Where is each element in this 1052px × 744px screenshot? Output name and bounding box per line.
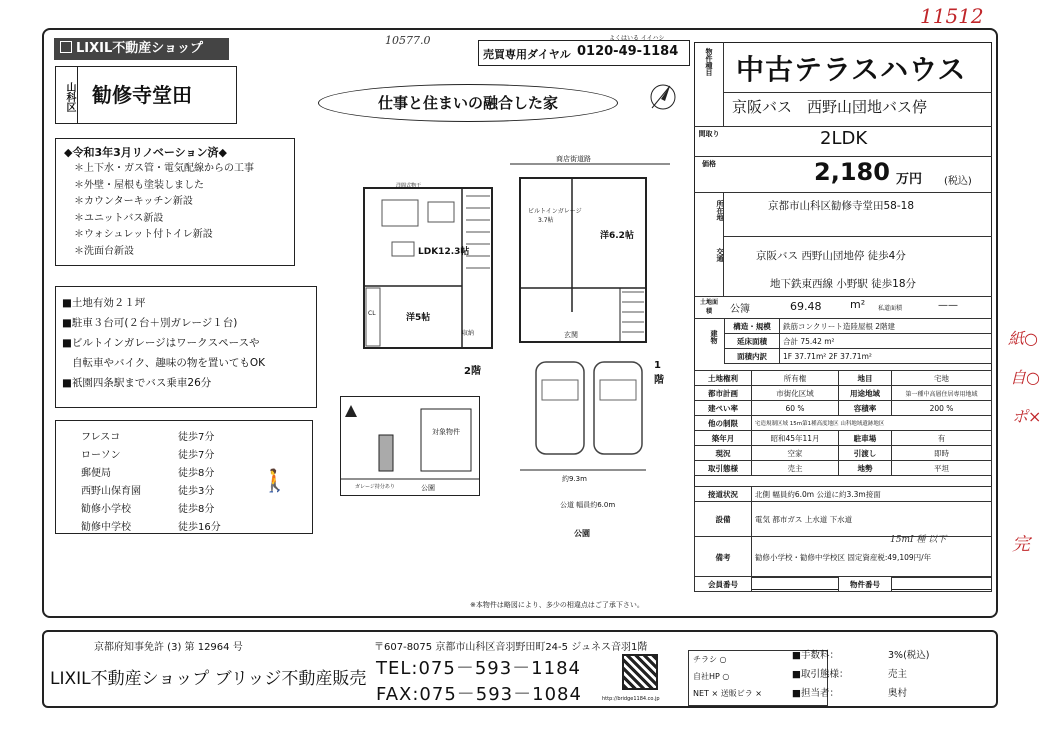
facility-name: 西野山保育園 — [81, 486, 141, 497]
list-item — [80, 501, 222, 519]
area-name: 勧修寺堂田 — [92, 83, 192, 107]
company-tel: TEL:075－593－1184 — [376, 658, 581, 679]
type-label: 物件種目 — [705, 48, 713, 76]
cell: 北側 幅員約6.0m 公道に約3.3m接面 — [752, 487, 992, 502]
company-name: LIXIL不動産ショップ ブリッジ不動産販売 — [50, 669, 367, 689]
feature-item: ■駐車３台可(２台＋別ガレージ１台) — [62, 317, 238, 329]
cell: 引渡し — [839, 446, 892, 461]
garage-size: 3.7帖 — [538, 217, 554, 224]
area-label: 山科区 — [56, 67, 78, 123]
dial-kana: よくはいる イイハシ — [609, 35, 665, 42]
cell: 昭和45年11月 — [752, 431, 839, 446]
spec-bottom — [694, 486, 992, 578]
nearby-table — [80, 429, 222, 537]
cell: 面積内訳 — [725, 349, 780, 364]
renovation-item: ＊ユニットバス新設 — [74, 212, 164, 224]
land-type: 公簿 — [730, 304, 750, 315]
disclaimer: ※本物件は略図により、多少の相違点はご了承下さい。 — [470, 601, 644, 609]
list-item — [80, 429, 222, 447]
divider — [694, 296, 992, 297]
table-row — [695, 537, 992, 578]
facility-distance: 徒歩8分 — [178, 504, 215, 515]
table-row — [695, 577, 992, 592]
note-paper: 紙○ — [1008, 329, 1038, 348]
divider — [724, 92, 992, 93]
divider — [694, 192, 992, 193]
compass-icon — [648, 82, 678, 112]
fee-label: ■取引態様： — [792, 669, 849, 680]
price-label: 価格 — [702, 160, 716, 168]
area-box — [55, 66, 237, 124]
park-label: 公園 — [574, 529, 590, 538]
divider — [694, 156, 992, 157]
dial-box — [478, 35, 690, 66]
cell: 延床面積 — [725, 334, 780, 349]
cell: 空家 — [752, 446, 839, 461]
price-value: 2,180 — [814, 158, 890, 186]
cell: 備考 — [695, 537, 752, 578]
feature-item: ■ビルトインガレージはワークスペースや — [62, 337, 260, 349]
cell: 鉄筋コンクリート造陸屋根 2階建 — [780, 319, 992, 334]
price-unit: 万円 — [896, 172, 923, 187]
fee-row — [792, 665, 992, 684]
list-item — [80, 483, 222, 501]
site-map — [340, 396, 480, 496]
flyer-line: NET × 送販ビラ × — [693, 689, 762, 698]
cell: 構造・規模 — [725, 319, 780, 334]
address-value: 京都市山科区勧修寺堂田58-18 — [768, 200, 915, 212]
fee-value: 売主 — [888, 669, 908, 680]
cell: 地勢 — [839, 461, 892, 476]
table-row — [725, 319, 992, 334]
cell: 築年月 — [695, 431, 752, 446]
facility-name: ローソン — [81, 450, 121, 461]
flyer-line: チラシ ○ — [693, 655, 727, 664]
type-label-col — [694, 42, 724, 126]
table-row — [695, 461, 992, 476]
cell: 設備 — [695, 502, 752, 537]
room-western-1f: 洋6.2帖 — [600, 231, 634, 241]
cell: 会員番号 — [695, 577, 752, 592]
fee-label: ■手数料： — [792, 650, 839, 661]
cell: 所有権 — [752, 371, 839, 386]
table-row — [695, 386, 992, 401]
closet-label: CL — [368, 310, 376, 317]
brand-logo-text: LIXIL不動産ショップ — [76, 41, 204, 56]
handwritten-number: 11512 — [920, 4, 984, 28]
cell: 取引態様 — [695, 461, 752, 476]
floor-1-label: 1階 — [654, 360, 664, 386]
facility-name: 勧修中学校 — [81, 522, 131, 533]
facility-distance: 徒歩3分 — [178, 486, 215, 497]
cell: 地目 — [839, 371, 892, 386]
fee-label: ■担当者： — [792, 688, 839, 699]
private-road-value: —— — [938, 300, 958, 311]
feature-item: 自転車やバイク、趣味の物を置いてもOK — [72, 357, 266, 369]
street-label: 商店街道路 — [556, 155, 591, 163]
slogan: 仕事と住まいの融合した家 — [318, 84, 618, 122]
cell: 接道状況 — [695, 487, 752, 502]
note-own: 自○ — [1010, 368, 1040, 387]
list-item — [80, 519, 222, 537]
land-unit: m² — [850, 298, 866, 311]
width-label: 約9.3m — [562, 475, 587, 483]
renovation-item: ＊外壁・屋根も塗装しました — [74, 179, 204, 191]
renovation-item: ＊上下水・ガス管・電気配線からの工事 — [74, 163, 254, 174]
facility-distance: 徒歩16分 — [178, 522, 221, 533]
building-label: 建物 — [710, 330, 718, 344]
walking-person-icon: 🚶 — [261, 469, 289, 494]
floorplan-2f — [362, 176, 502, 377]
table-row — [695, 502, 992, 537]
layout-label: 間取り — [698, 130, 720, 138]
feature-item: ■祇園四条駅までバス乗車26分 — [62, 377, 212, 389]
cell: 1F 37.71m² 2F 37.71m² — [780, 349, 992, 364]
flyer-line: 自社HP ○ — [693, 672, 730, 681]
renovation-list — [74, 161, 254, 260]
license: 京都府知事免許 (3) 第 12964 号 — [94, 642, 243, 653]
cell: 合計 75.42 m² — [780, 334, 992, 349]
fee-value: 奥村 — [888, 688, 908, 699]
table-row — [725, 334, 992, 349]
dial-number: 0120-49-1184 — [577, 44, 679, 59]
renovation-item: ＊カウンターキッチン新設 — [74, 196, 193, 207]
traffic-label: 交通 — [716, 248, 724, 262]
cell: 都市計画 — [695, 386, 752, 401]
table-row — [695, 401, 992, 416]
storage-label: 収納 — [462, 330, 475, 337]
cell: 有 — [892, 431, 992, 446]
cell: 容積率 — [839, 401, 892, 416]
divider — [724, 236, 992, 237]
dial-label: 売買専用ダイヤル — [483, 48, 571, 61]
brand-logo — [54, 38, 229, 60]
house-icon — [60, 41, 72, 53]
land-label: 土地面積 — [699, 299, 718, 315]
cell: 平坦 — [892, 461, 992, 476]
map-target-label: 対象物件 — [432, 428, 460, 436]
fee-row — [792, 646, 992, 665]
table-row — [725, 349, 992, 364]
cell: 他の制限 — [695, 416, 752, 431]
room-ldk: LDK12.3帖 — [418, 247, 470, 257]
handwritten-number-2: 10577.0 — [385, 34, 431, 47]
balcony-label: 洋間式物干 — [396, 183, 422, 189]
spec-grid — [694, 370, 992, 476]
facility-name: 郵便局 — [81, 468, 111, 479]
cell: 第一種中高層住居専用地域 — [892, 386, 992, 401]
cell: 売主 — [752, 461, 839, 476]
company-url: http://bridge1184.co.jp — [602, 696, 660, 702]
fee-box — [792, 646, 992, 703]
cell: 土地権利 — [695, 371, 752, 386]
features-box — [55, 286, 317, 408]
facility-distance: 徒歩7分 — [178, 450, 215, 461]
private-road-label: 私道面積 — [878, 305, 903, 312]
fee-value: 3%(税込) — [888, 650, 930, 661]
cell: 建ぺい率 — [695, 401, 752, 416]
facility-name: 勧修小学校 — [81, 504, 131, 515]
nearby-box — [55, 420, 313, 534]
cell: 宅造規制区域 15m第1種高度地区 山科地域遺跡地区 — [752, 416, 992, 431]
list-item — [80, 447, 222, 465]
cell: 宅地 — [892, 371, 992, 386]
cell — [752, 577, 839, 592]
table-row — [695, 487, 992, 502]
cell: 市街化区域 — [752, 386, 839, 401]
address-label: 所在地 — [716, 200, 724, 221]
floorplan-1f — [510, 152, 670, 472]
company-address: 〒607-8075 京都市山科区音羽野田町24-5 ジュネス音羽1階 — [374, 642, 648, 653]
list-item — [80, 465, 222, 483]
garage-label: ビルトインガレージ — [528, 208, 582, 215]
cell: 用途地域 — [839, 386, 892, 401]
qr-code-icon — [622, 654, 658, 690]
floor-2-label: 2階 — [464, 366, 481, 377]
cell — [892, 577, 992, 592]
nearest-station: 京阪バス 西野山団地バス停 — [732, 98, 928, 116]
cell: 即時 — [892, 446, 992, 461]
map-garage-label: ガレージ持分あり — [355, 484, 395, 490]
room-western-2f: 洋5帖 — [406, 313, 431, 323]
street-note: 15mⅠ 種 以下 — [890, 535, 947, 545]
features-list — [62, 293, 265, 393]
cell: 200 % — [892, 401, 992, 416]
property-type: 中古テラスハウス — [736, 53, 967, 86]
divider — [694, 126, 992, 127]
renovation-item: ＊ウォシュレット付トイレ新設 — [74, 229, 213, 240]
traffic-1: 京阪バス 西野山団地停 徒歩4分 — [756, 250, 906, 262]
table-row — [695, 371, 992, 386]
company-fax: FAX:075－593－1084 — [376, 684, 582, 705]
facility-distance: 徒歩8分 — [178, 468, 215, 479]
note-portal: ポ× — [1012, 407, 1042, 426]
renovation-item: ＊洗面台新設 — [74, 245, 134, 257]
map-park-label: 公園 — [421, 484, 435, 492]
price-tax: (税込) — [944, 176, 972, 187]
facility-name: フレスコ — [81, 432, 121, 443]
renovation-title: ◆令和3年3月リノベーション済◆ — [64, 146, 227, 159]
cell: 電気 都市ガス 上水道 下水道 — [752, 502, 992, 537]
facility-distance: 徒歩7分 — [178, 432, 215, 443]
fee-row — [792, 684, 992, 703]
cell: 現況 — [695, 446, 752, 461]
cell: 駐車場 — [839, 431, 892, 446]
spec-footer — [694, 576, 992, 592]
traffic-2: 地下鉄東西線 小野駅 徒歩18分 — [770, 278, 917, 290]
table-row — [695, 446, 992, 461]
note-done: 完 — [1012, 534, 1030, 555]
cell: 勧修小学校・勧修中学校区 固定資産税:49,109円/年 — [752, 537, 992, 578]
layout-value: 2LDK — [820, 128, 868, 149]
entrance-label: 玄関 — [564, 331, 578, 339]
table-row — [695, 416, 992, 431]
renovation-box — [55, 138, 295, 266]
cell: 物件番号 — [839, 577, 892, 592]
road-label: 公道 幅員約6.0m — [560, 501, 616, 509]
land-area: 69.48 — [790, 300, 822, 313]
footer-box — [42, 630, 998, 708]
table-row — [695, 431, 992, 446]
feature-item: ■土地有効２１坪 — [62, 297, 146, 309]
cell: 60 % — [752, 401, 839, 416]
building-table — [724, 318, 992, 364]
